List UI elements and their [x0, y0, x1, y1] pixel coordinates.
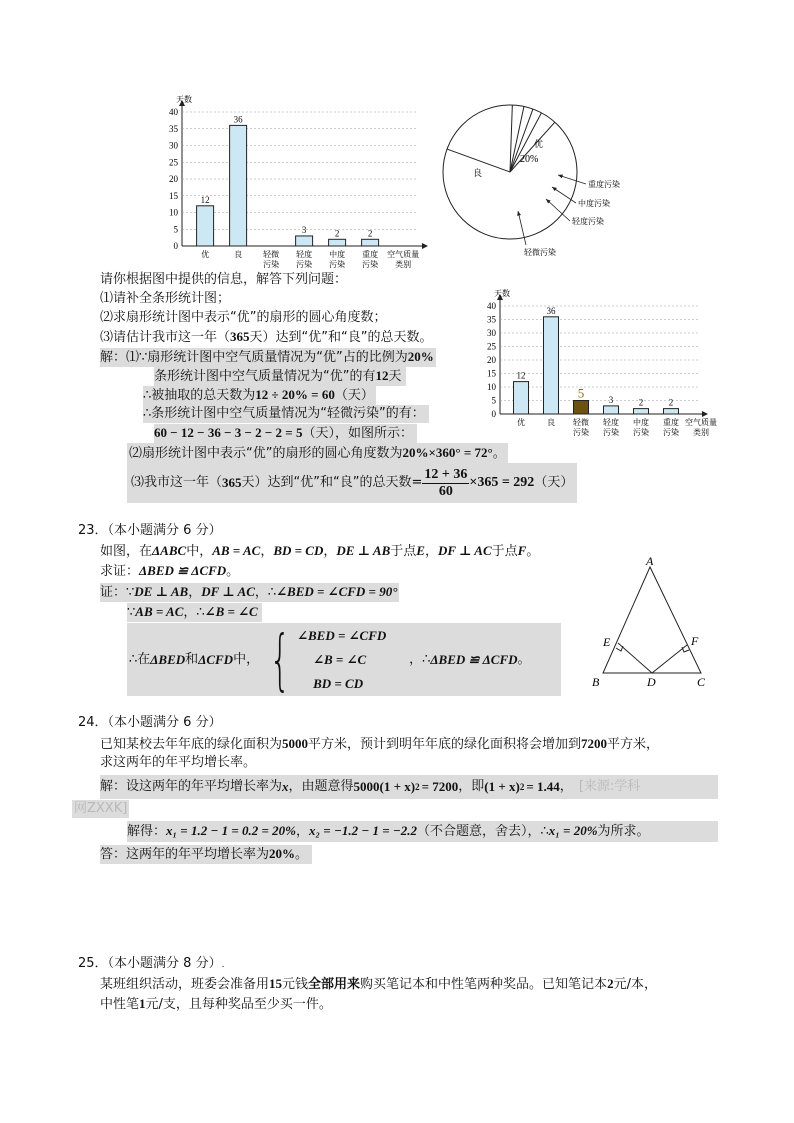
q22-part1: ⑴请补全条形统计图；: [100, 291, 231, 306]
bar1-category-label: 污染: [362, 260, 379, 269]
pie-label-you-percent: 20%: [520, 154, 539, 165]
q24-s1g: (1 + x): [484, 779, 520, 794]
q23-proof-line3: [127, 620, 561, 698]
q23-pf3b: ΔBED: [150, 651, 186, 667]
q23-l1b: ΔABC: [152, 543, 187, 558]
q24-s1f: ，即: [458, 779, 485, 794]
q22-s6c: 。: [492, 446, 506, 461]
bar2-bar: [574, 401, 589, 415]
bar2-ytick: 25: [487, 341, 496, 352]
q25-l1a: 某班组织活动，班委会准备用: [100, 977, 270, 992]
q24-s2d: x₂ = −1.2 − 1 = −2.2: [309, 823, 417, 838]
q23-l1o: 。: [526, 544, 540, 559]
q23-pf3g: ΔBED ≌ ΔCFD: [430, 651, 518, 667]
point-d: D: [647, 675, 656, 689]
q24-watermark1: [来源:学科: [578, 779, 641, 794]
q24-s2b: x₁ = 1.2 − 1 = 0.2 = 20%: [166, 823, 296, 838]
pie-label-liang: 良: [473, 169, 483, 179]
bar1-value-label: 36: [233, 114, 243, 125]
q22-sol-line2: [154, 367, 406, 386]
q23-pf3f: ，∴: [409, 651, 431, 667]
segment-df: [652, 645, 687, 673]
q23-l1l: DF ⊥ AC: [437, 543, 492, 558]
q23-prove-c: 。: [226, 564, 240, 579]
q24-s1c: ，由题意得: [288, 779, 354, 794]
bar2-category-label: 污染: [633, 428, 649, 437]
q25-l1e: 购买笔记本和中性笔两种奖品。已知笔记本: [360, 977, 608, 992]
bar1-ytick: 15: [169, 190, 178, 201]
q22-p3n: 365: [230, 329, 250, 344]
q23-system: [297, 624, 409, 696]
q23-l1d: AB = AC: [212, 543, 261, 558]
q23-l1i: 于点: [390, 544, 417, 559]
bar1-ytick: 25: [169, 157, 178, 168]
q23-pf1a: 证：∵: [100, 585, 135, 600]
pie-label-severe: 重度污染: [588, 180, 620, 189]
q23-prove-a: 求证：: [100, 564, 140, 579]
q22-sol-line6: [127, 443, 508, 464]
bar1-category-label: 轻度: [296, 250, 313, 259]
q23-pf3c: 和: [185, 651, 199, 667]
bar2-xlabel: 类别: [693, 428, 709, 437]
q23-pf2d: ∠B = ∠C: [204, 604, 258, 619]
bar2-category-label: 污染: [603, 428, 619, 437]
q22-s5a: 60 − 12 − 36 − 3 − 2 − 2 = 5: [154, 425, 303, 440]
q23-given: [100, 542, 539, 561]
bar2-category-label: 良: [547, 418, 555, 427]
q25-l1g: 元/本，: [613, 977, 657, 992]
bar1-value-label: 2: [367, 228, 373, 239]
bar1-ytick: 0: [173, 241, 178, 251]
bar2-ytick: 35: [487, 314, 496, 325]
q23-pf2c: ，∴: [183, 605, 205, 620]
q23-pf1f: ∠BED = ∠CFD = 90°: [276, 584, 398, 599]
bar1-bar: [197, 206, 214, 246]
q24-s1b: x: [282, 779, 289, 794]
bar1-value-label: 2: [334, 228, 340, 239]
bar2-category-label: 污染: [663, 428, 679, 437]
q24-l1a: 已知某校去年年底的绿化面积为: [100, 737, 283, 752]
q24-answer: [100, 845, 312, 864]
bar1-category-label: 优: [201, 250, 210, 259]
q24-sol-line1: [100, 775, 718, 799]
q23-l1n: F: [517, 543, 527, 558]
system-brace: {: [269, 620, 291, 698]
q24-heading: 24．（本小题满分 6 分）: [78, 715, 222, 730]
bar1-value-label: 3: [301, 224, 307, 235]
point-b: B: [592, 675, 600, 689]
bar1-x-arrow: [422, 243, 428, 249]
bar1-ytick: 5: [173, 224, 178, 235]
q23-pf1d: DF ⊥ AC: [201, 584, 255, 599]
q24-s1d: 5000(1 + x): [353, 779, 416, 794]
q23-l1c: 中，: [186, 544, 213, 559]
q22-frac-numerator: 12 + 36: [424, 466, 468, 482]
q25-l1c: 元钱: [282, 977, 309, 992]
q23-sys1: ∠BED = ∠CFD: [297, 627, 387, 643]
q22-fraction: [422, 467, 469, 500]
q22-s5b: （天），如图所示：: [302, 426, 413, 441]
q25-dot: .: [221, 960, 225, 970]
q22-sol-line5: [154, 424, 417, 443]
pie-label-light: 轻度污染: [572, 217, 604, 226]
q24-s1h: = 1.44: [526, 779, 560, 794]
point-f: F: [691, 634, 699, 648]
q22-s3a: ∴被抽取的总天数为: [143, 388, 256, 403]
bar2-category-label: 污染: [573, 428, 589, 437]
bar1-ytick: 20: [169, 174, 178, 184]
q22-s7b: 365: [222, 475, 242, 490]
bar1-bar: [329, 239, 346, 246]
bar2-value-label: 3: [608, 394, 614, 405]
bar2-xlabel: 空气质量: [685, 418, 717, 427]
bar1-bar: [230, 125, 247, 246]
q23-heading: 23．（本小题满分 6 分）: [78, 523, 222, 538]
q23-pf3a: ∴在: [129, 651, 151, 667]
q24-ans-b: 20%: [269, 846, 296, 861]
q24-l1d: 7200: [581, 736, 608, 751]
q25-l1d: 全部用来: [308, 977, 361, 992]
bar2-category-label: 轻微: [573, 418, 589, 427]
q22-s1a: 解：⑴∵扇形统计图中空气质量情况为“优”占的比例为: [100, 350, 408, 365]
point-c: C: [697, 675, 706, 689]
q23-sys3: BD = CD: [313, 675, 364, 691]
q25-l2a: 中性笔: [100, 997, 140, 1012]
bar2-ytick: 5: [491, 395, 496, 406]
triangle-abc: [603, 567, 701, 673]
q24-ans-c: 。: [295, 847, 309, 862]
pie-label-moderate: 中度污染: [578, 199, 610, 208]
bar2-ytick: 0: [491, 409, 496, 419]
bar2-ytick: 20: [487, 355, 496, 365]
q25-line1: [100, 975, 657, 994]
point-e: E: [603, 635, 611, 649]
q24-s2a: 解得：: [127, 824, 167, 839]
q22-s1b: 20%: [407, 349, 434, 364]
q22-sol-line1: [100, 348, 436, 367]
q23-l1f: BD = CD: [273, 543, 324, 558]
bar2-x-arrow: [702, 411, 708, 417]
bar2-value-label: 5: [577, 385, 585, 401]
bar2-category-label: 重度: [663, 418, 679, 427]
bar2-bar: [514, 382, 529, 414]
q22-s7a: ⑶我市这一年（: [131, 475, 223, 490]
bar1-category-label: 轻微: [263, 250, 280, 259]
bar1-bar: [362, 239, 379, 246]
q22-part2: ⑵求扇形统计图中表示“优”的扇形的圆心角度数；: [100, 310, 387, 325]
q23-l1j: E: [416, 543, 425, 558]
bar2-ytick: 40: [487, 301, 496, 311]
q25-head: 25．（本小题满分 8 分）: [78, 956, 222, 971]
q22-s2b: 12: [375, 368, 389, 383]
bar1-category-label: 污染: [296, 260, 313, 269]
bar2-bar: [544, 317, 559, 414]
bar1-category-label: 污染: [263, 260, 280, 269]
q22-s3b: 12 ÷ 20% = 60: [255, 387, 335, 402]
bar1-xlabel: 类别: [395, 260, 412, 269]
bar-chart-completed: [480, 284, 720, 444]
bar1-category-label: 污染: [329, 260, 346, 269]
bar2-ylabel: 天数: [494, 289, 510, 298]
q25-heading: [78, 955, 224, 974]
q24-s1a: 解：设这两年的年平均增长率为: [100, 779, 283, 794]
q24-s1i: ，: [559, 779, 573, 794]
q24-s1sup: 2: [415, 782, 420, 792]
q22-sol-line7: [127, 463, 577, 503]
q24-l1c: 平方米，预计到明年年底的绿化面积将会增加到: [308, 737, 582, 752]
q23-pf1b: DE ⊥ AB: [134, 584, 189, 599]
q23-pf3e: 中，: [233, 651, 260, 667]
q24-watermark2: 网ZXXK]: [74, 801, 128, 816]
q22-s7e: （天）: [534, 475, 574, 490]
q23-l1a: 如图，在: [100, 544, 153, 559]
q23-pf3d: ΔCFD: [198, 651, 234, 667]
bar1-value-label: 12: [200, 194, 210, 205]
bar2-value-label: 2: [638, 397, 644, 408]
pie-label-you: 优: [534, 140, 544, 150]
q25-l1f: 2: [607, 976, 614, 991]
bar2-bar: [634, 409, 649, 414]
q24-sol-line2: [127, 821, 718, 842]
bar2-value-label: 12: [516, 370, 526, 381]
bar1-category-label: 重度: [362, 250, 379, 259]
q23-pf2a: ∵: [127, 605, 136, 620]
q22-s6a: ⑵扇形统计图中表示“优”的扇形的圆心角度数为: [129, 446, 403, 461]
q22-p3b: 天）达到“优”和“良”的总天数。: [249, 330, 433, 345]
bar1-category-label: 中度: [329, 250, 346, 259]
q24-line1: [100, 735, 659, 754]
bar1-ytick: 10: [169, 207, 178, 218]
q22-frac-denominator: 60: [438, 483, 453, 499]
q22-s2c: 天: [388, 369, 402, 384]
q22-s6b: 20%×360° = 72°: [402, 445, 493, 460]
q24-s1sup2: 2: [519, 782, 525, 792]
bar1-ytick: 35: [169, 123, 178, 134]
q22-s7c: 天）达到“优”和“良”的总天数=: [241, 475, 423, 490]
bar2-category-label: 优: [517, 418, 525, 427]
q22-p3a: ⑶请估计我市这一年（: [100, 330, 231, 345]
pie-label-slight: 轻微污染: [524, 248, 556, 257]
bar2-ytick: 10: [487, 382, 496, 392]
bar-chart-original: [150, 92, 440, 277]
q23-pf3h: 。: [517, 651, 531, 667]
q24-s2e: （不合题意，舍去），∴: [416, 824, 549, 839]
q24-s1e: = 7200: [421, 779, 459, 794]
bar1-ylabel: 天数: [176, 95, 192, 104]
bar1-ytick: 40: [169, 107, 178, 117]
bar2-category-label: 中度: [633, 418, 649, 427]
q24-l1b: 5000: [282, 736, 309, 751]
bar2-bar: [604, 406, 619, 414]
q23-l1e: ，: [260, 544, 274, 559]
q22-s7d: ×365 = 292: [469, 475, 535, 490]
bar1-bar: [296, 236, 313, 246]
q24-s2f: x₁ = 20%: [548, 823, 598, 838]
q24-s2c: ，: [295, 824, 309, 839]
bar1-xlabel: 空气质量: [387, 250, 420, 259]
q23-l1h: DE ⊥ AB: [336, 543, 391, 558]
q23-prove-b: ΔBED ≌ ΔCFD: [139, 563, 227, 578]
q25-line2: [100, 995, 332, 1014]
bar2-value-label: 36: [546, 305, 556, 316]
segment-de: [618, 643, 652, 673]
q23-l1g: ，: [323, 544, 337, 559]
bar2-ytick: 30: [487, 328, 496, 338]
q23-l1m: 于点: [491, 544, 518, 559]
bar1-category-label: 良: [234, 250, 243, 259]
q22-intro: 请你根据图中提供的信息，解答下列问题：: [100, 272, 348, 287]
point-a: A: [646, 555, 654, 568]
q22-sol-line4: ∴条形统计图中空气质量情况为“轻微污染”的有：: [143, 405, 429, 423]
q25-l2b: 1: [139, 996, 146, 1011]
q23-proof-line2: [127, 603, 262, 622]
q23-pf2b: AB = AC: [135, 604, 184, 619]
q22-sol-line3: [143, 386, 376, 405]
bar2-bar: [664, 409, 679, 414]
q23-proof-line1: [100, 583, 399, 602]
pie-chart: [440, 95, 640, 265]
triangle-figure: [585, 555, 715, 690]
q24-line2: 求这两年的年平均增长率。: [100, 755, 257, 770]
q24-s2g: 为所求。: [597, 824, 650, 839]
q23-pf1e: ，∴: [254, 585, 277, 600]
q23-sys2: ∠B = ∠C: [313, 651, 367, 667]
bar2-ytick: 15: [487, 368, 496, 379]
bar2-value-label: 2: [668, 397, 674, 408]
q24-ans-a: 答：这两年的年平均增长率为: [100, 847, 270, 862]
q23-pf1c: ，: [188, 585, 202, 600]
q22-s2a: 条形统计图中空气质量情况为“优”的有: [154, 369, 376, 384]
q25-l1b: 15: [269, 976, 283, 991]
q23-prove: [100, 562, 239, 581]
bar2-category-label: 轻度: [603, 418, 619, 427]
q24-l1e: 平方米，: [607, 737, 660, 752]
q25-l2c: 元/支，且每种奖品至少买一件。: [145, 997, 332, 1012]
q22-part3: [100, 328, 432, 347]
q23-l1k: ，: [424, 544, 438, 559]
bar1-ytick: 30: [169, 140, 178, 151]
q22-s3c: （天）: [334, 388, 374, 403]
